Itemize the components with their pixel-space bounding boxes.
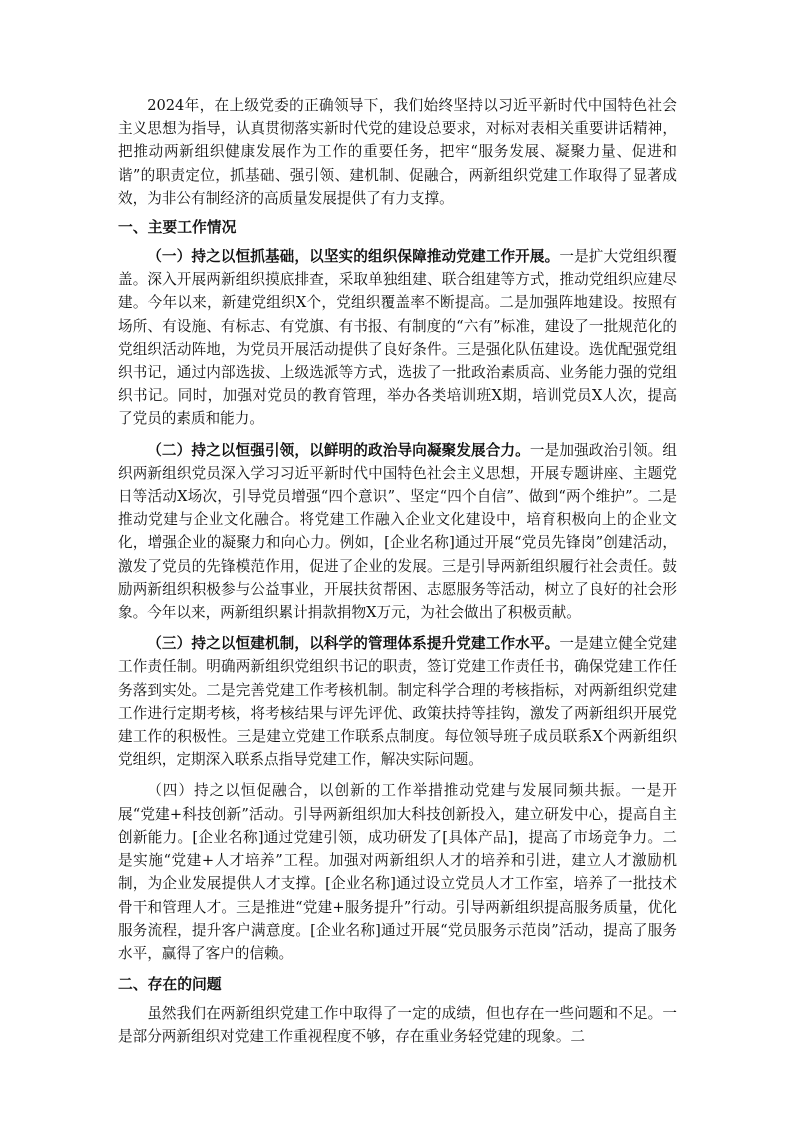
paragraph-problems: 虽然我们在两新组织党建工作中取得了一定的成绩，但也存在一些问题和不足。一是部分两新组织对党建工作重视程度不够，存在重业务轻党建的现象。二 [118, 1005, 677, 1046]
paragraph-lead: （二）持之以恒强引领，以鲜明的政治导向凝聚发展合力。 [147, 441, 530, 459]
paragraph-body: 一是扩大党组织覆盖。深入开展两新组织摸底排查，采取单独组建、联合组建等方式，推动党组织应建尽建。今年以来，新建党组织X个，党组织覆盖率不断提高。二是加强阵地建设。按照有场所、有设施、有标志、有党旗、有书报、有制度的“六有”标准，建设了一批规范化的党组织活动阵地，为党员开展活动提供了良好条件。三是强化队伍建设。选优配强党组织书记，通过内部选拔、上级选派等方式，选拔了一批政治素质高、业务能力强的党组织书记。同时，加强对党员的教育管理，举办各类培训班X期，培训党员X人次，提高了党员的素质和能力。 [118, 248, 677, 428]
paragraph-body: 一是开展“党建+科技创新”活动。引导两新组织加大科技创新投入，建立研发中心，提高自主创新能力。[企业名称]通过党建引领，成功研发了[具体产品]，提高了市场竞争力。二是实施“党建+人才培养”工程。加强对两新组织人才的培养和引进，建立人才激励机制，为企业发展提供人才支撑。[企业名称]通过设立党员人才工作室，培养了一批技术骨干和管理人才。三是推进“党建+服务提升”行动。引导两新组织提高服务质量，优化服务流程，提升客户满意度。[企业名称]通过开展“党员服务示范岗”活动，提高了服务水平，赢得了客户的信赖。 [118, 782, 677, 962]
intro-paragraph: 2024年，在上级党委的正确领导下，我们始终坚持以习近平新时代中国特色社会主义思想为指导，认真贯彻落实新时代党的建设总要求，对标对表相关重要讲话精神，把推动两新组织健康发展作为工作的重要任务，把牢“服务发展、凝聚力量、促进和谐”的职责定位，抓基础、强引领、建机制、促融合，两新组织党建工作取得了显著成效，为非公有制经济的高质量发展提供了有力支撑。 [118, 97, 677, 207]
paragraph-guidance [118, 439, 677, 625]
paragraph-foundation [118, 245, 677, 431]
section-heading-problems: 二、存在的问题 [118, 976, 222, 994]
paragraph-lead: （一）持之以恒抓基础，以坚实的组织保障推动党建工作开展。 [147, 248, 560, 266]
section-heading-main-work: 一、主要工作情况 [118, 219, 237, 237]
paragraph-lead: （四）持之以恒促融合，以创新的工作举措推动党建与发展同频共振。 [147, 782, 632, 800]
paragraph-lead: （三）持之以恒建机制，以科学的管理体系提升党建工作水平。 [147, 635, 560, 653]
paragraph-mechanism [118, 632, 677, 771]
paragraph-body: 一是加强政治引领。组织两新组织党员深入学习习近平新时代中国特色社会主义思想，开展专题讲座、主题党日等活动X场次，引导党员增强“四个意识”、坚定“四个自信”、做到“两个维护”。二是推动党建与企业文化融合。将党建工作融入企业文化建设中，培育积极向上的企业文化，增强企业的凝聚力和向心力。例如，[企业名称]通过开展“党员先锋岗”创建活动，激发了党员的先锋模范作用，促进了企业的发展。三是引导两新组织履行社会责任。鼓励两新组织积极参与公益事业，开展扶贫帮困、志愿服务等活动，树立了良好的社会形象。今年以来，两新组织累计捐款捐物X万元，为社会做出了积极贡献。 [118, 441, 677, 622]
paragraph-body: 一是建立健全党建工作责任制。明确两新组织党组织书记的职责，签订党建工作责任书，确保党建工作任务落到实处。二是完善党建工作考核机制。制定科学合理的考核指标，对两新组织党建工作进行定期考核，将考核结果与评先评优、政策扶持等挂钩，激发了两新组织开展党建工作的积极性。三是建立党建工作联系点制度。每位领导班子成员联系X个两新组织党组织，定期深入联系点指导党建工作，解决实际问题。 [118, 635, 677, 769]
paragraph-integration [118, 779, 677, 965]
